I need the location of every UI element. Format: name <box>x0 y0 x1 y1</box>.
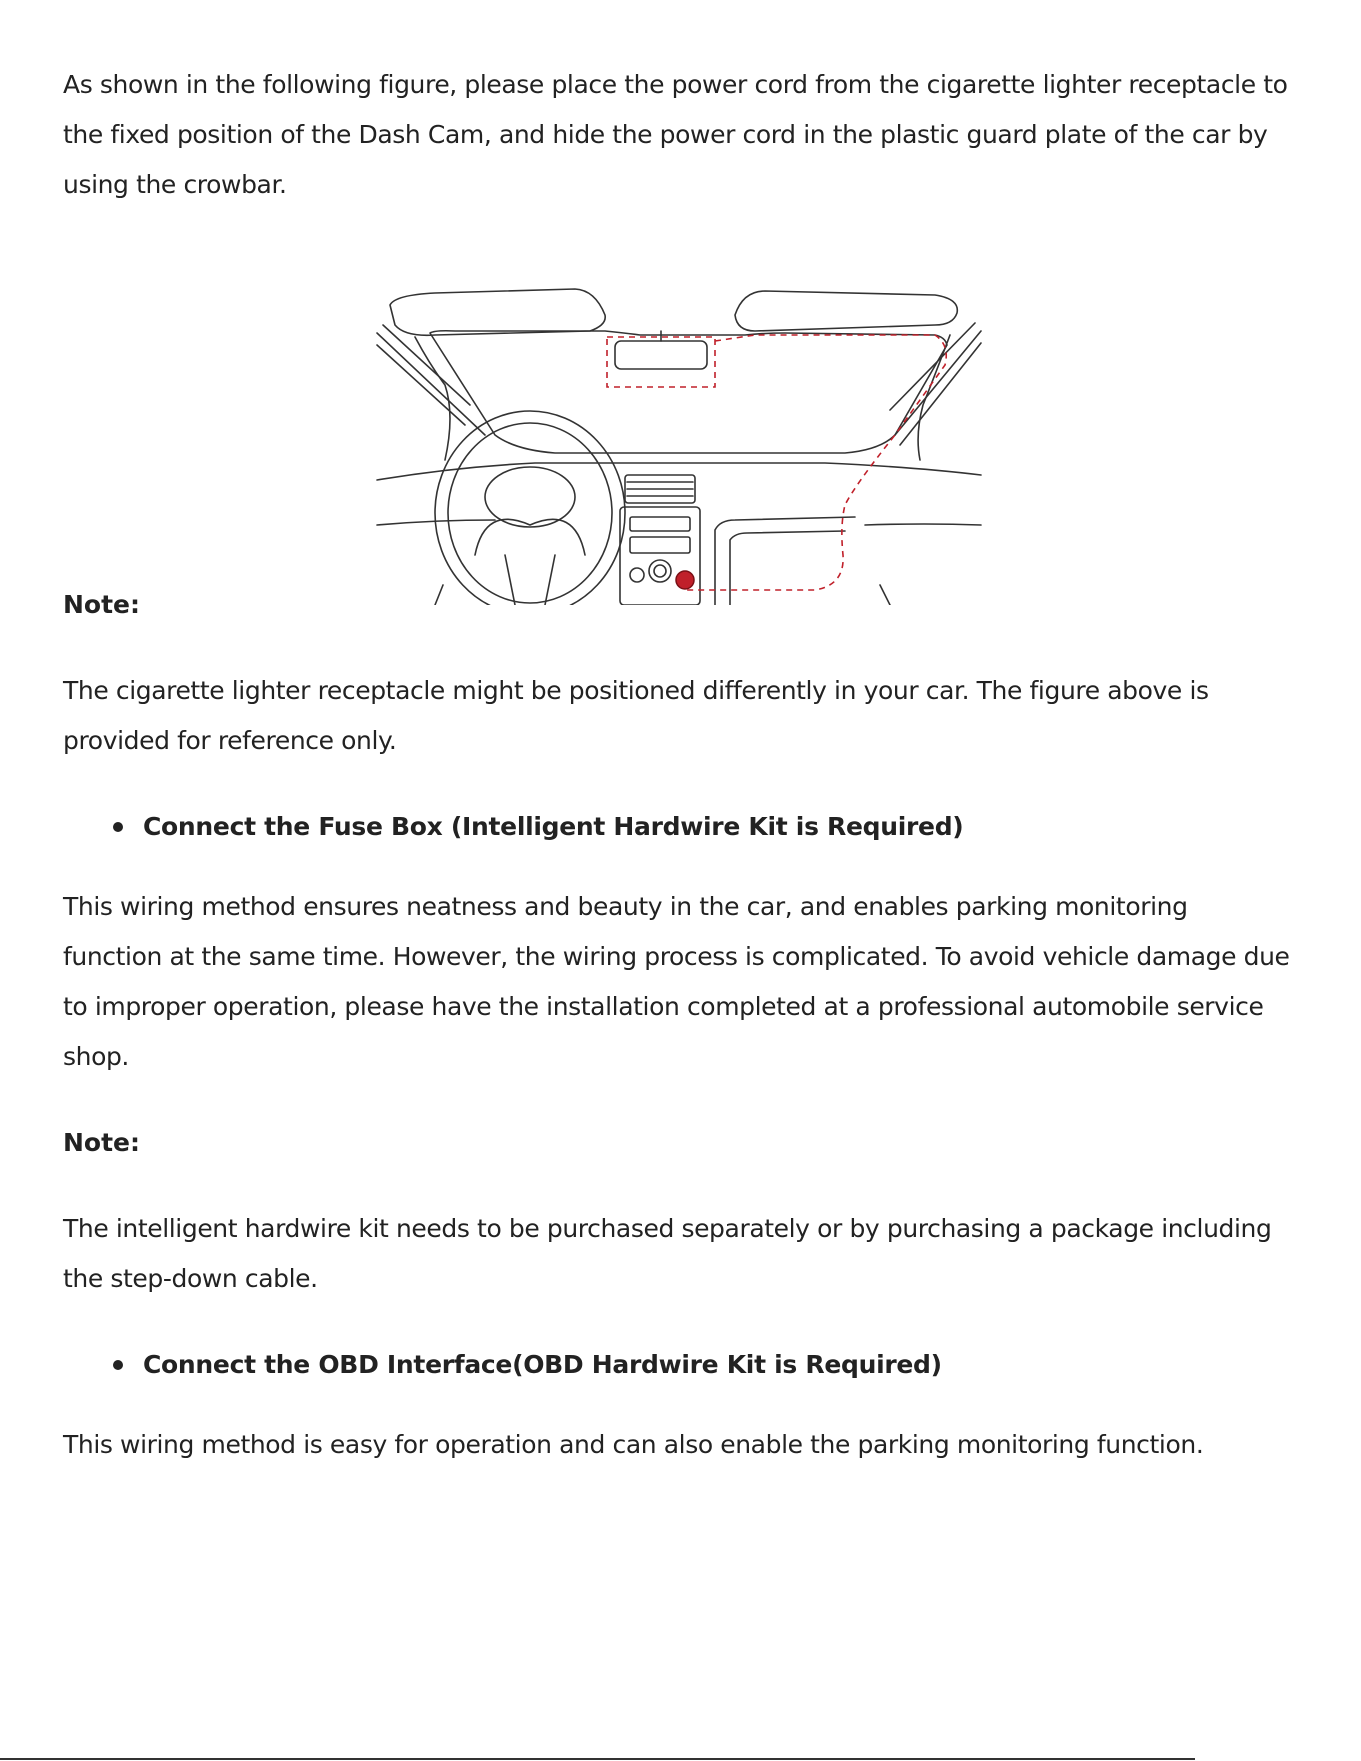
steering-wheel <box>435 411 625 605</box>
note-label-2: Note: <box>63 1128 141 1157</box>
right-a-pillar <box>895 331 981 435</box>
left-sun-visor <box>390 289 605 335</box>
document-body <box>63 60 1303 210</box>
rear-view-mirror <box>615 341 707 369</box>
bullet-fuse-box <box>63 802 1303 852</box>
note-text-2: The intelligent hardwire kit needs to be purchased separately or by purchasing a package including the step-down cable. <box>63 1214 1272 1293</box>
bullet-dot <box>113 822 123 832</box>
car-interior-wiring-diagram <box>375 285 985 605</box>
wiring-diagram-svg <box>375 285 985 605</box>
note-label-1: Note: <box>63 590 141 619</box>
fuse-box-paragraph: This wiring method ensures neatness and beauty in the car, and enables parking monitoring function at the same time. However, the wiring process is complicated. To avoid vehicle damage due to improper operation, please have the installation completed at a professional automobile service shop. <box>63 892 1290 1071</box>
notes-section <box>63 580 1303 1470</box>
note-text-1: The cigarette lighter receptacle might be positioned differently in your car. The figure above is provided for reference only. <box>63 676 1209 755</box>
dash-cam-position <box>607 337 715 387</box>
bullet-fuse-box-label: Connect the Fuse Box (Intelligent Hardwire Kit is Required) <box>143 812 964 841</box>
bullet-obd-label: Connect the OBD Interface(OBD Hardwire Kit is Required) <box>143 1350 942 1379</box>
dashboard <box>377 463 981 480</box>
intro-paragraph: As shown in the following figure, please place the power cord from the cigarette lighter receptacle to the fixed position of the Dash Cam, and hide the power cord in the plastic guard plate of the car by using the crowbar. <box>63 70 1288 199</box>
page-bottom-rule <box>0 1758 1195 1760</box>
left-a-pillar <box>377 333 485 435</box>
bullet-dot <box>113 1360 123 1370</box>
windshield <box>430 331 947 453</box>
right-sun-visor <box>735 291 957 331</box>
obd-paragraph: This wiring method is easy for operation and can also enable the parking monitoring function. <box>63 1430 1204 1459</box>
bullet-obd <box>63 1340 1303 1390</box>
